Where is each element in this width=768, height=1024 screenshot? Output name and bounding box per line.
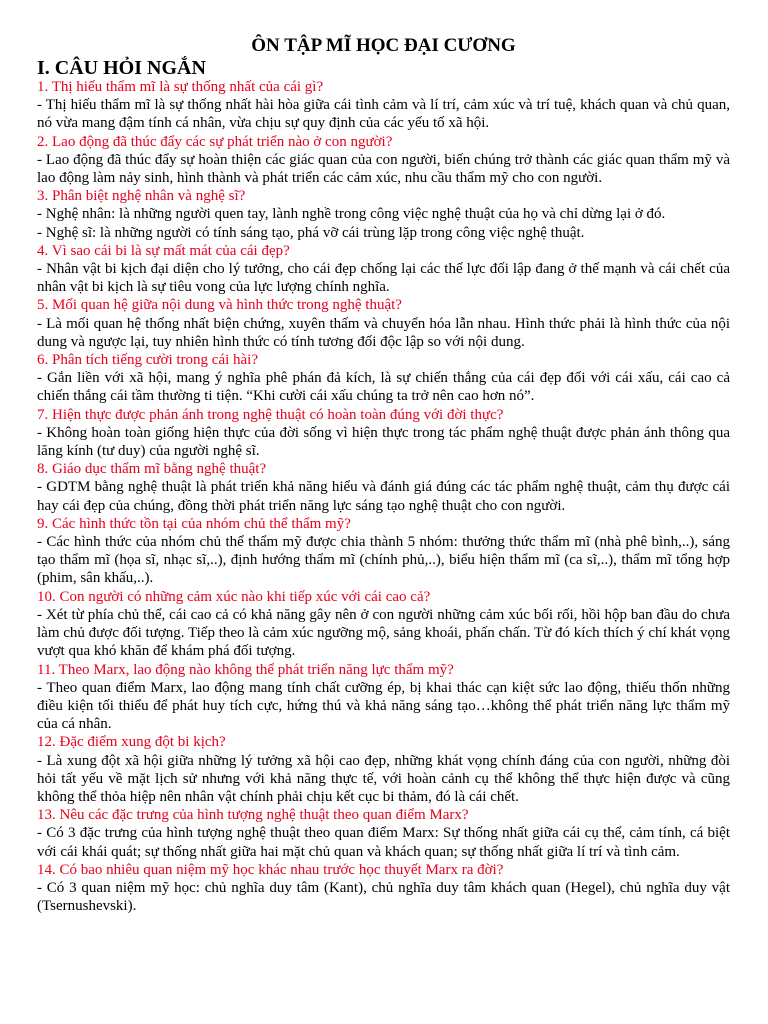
document-title: ÔN TẬP MĨ HỌC ĐẠI CƯƠNG: [251, 35, 516, 56]
answer-text: - Theo quan điểm Marx, lao động mang tính chất cưỡng ép, bị khai thác cạn kiệt sức lao động, thiếu thốn những điều kiện tối thiểu để phát huy tích cực, hứng thú và khả năng sáng tạo…không thể phát triển năng lực thẩm mỹ của cá nhân.: [37, 679, 730, 733]
answer-text: - Các hình thức của nhóm chủ thể thẩm mỹ được chia thành 5 nhóm: thưởng thức thẩm mĩ (nhà phê bình,..), sáng tạo thẩm mĩ (họa sĩ, nhạc sĩ,..), định hướng thẩm mĩ (chính phủ,..), biểu hiện thẩm mĩ (ca sĩ,..), thẩm mĩ tổng hợp (phim, sân khấu,..).: [37, 534, 730, 587]
question-text: 4. Vì sao cái bi là sự mất mát của cái đẹp?: [37, 242, 290, 259]
answer-text: - Thị hiếu thẩm mĩ là sự thống nhất hài hòa giữa cái tình cảm và lí trí, cảm xúc và trí tuệ, khách quan và chủ quan, nó vừa mang đậm tính cá nhân, vừa chịu sự quy định của các yếu tố xã hội.: [37, 97, 730, 132]
answer-text: - Là xung đột xã hội giữa những lý tưởng xã hội cao đẹp, những khát vọng chính đáng của con người, những đòi hỏi tất yếu về mặt lịch sử nhưng với khả năng thực tế, với hoàn cảnh cụ thể không thể thực hiện được và cũng không thể thỏa hiệp nên nhân vật chính phải chịu kết cục bi thảm, đó là cái chết.: [37, 752, 730, 805]
question-text: 2. Lao động đã thúc đẩy các sự phát triển nào ở con người?: [37, 133, 393, 150]
question-text: 3. Phân biệt nghệ nhân và nghệ sĩ?: [37, 188, 246, 205]
answer-text: - GDTM bằng nghệ thuật là phát triển khả năng hiểu và đánh giá đúng các tác phẩm nghệ thuật, cảm thụ được cái hay cái đẹp của chúng, đồng thời phát triển năng lực sáng tạo nghệ thuật cho con người.: [37, 479, 730, 514]
answer-text: - Không hoàn toàn giống hiện thực của đời sống vì hiện thực trong tác phẩm nghệ thuật được phản ánh thông qua lăng kính (tư duy) của người nghệ sĩ.: [37, 424, 730, 460]
qa-item: [37, 661, 730, 734]
qa-item: [37, 515, 730, 588]
qa-item: [37, 861, 730, 916]
question-text: 12. Đặc điểm xung đột bi kịch?: [37, 734, 226, 751]
qa-item: [37, 187, 730, 242]
answer-text: - Xét từ phía chủ thể, cái cao cả có khả năng gây nên ở con người những cảm xúc bối rối, hồi hộp ban đầu do chưa làm chủ được đối tượng. Tiếp theo là cảm xúc ngưỡng mộ, sảng khoái, phấn chấn. Từ đó kích thích ý chí khát vọng vượt qua khó khăn để khám phá đối tượng.: [37, 606, 731, 660]
question-text: 7. Hiện thực được phản ánh trong nghệ thuật có hoàn toàn đúng với đời thực?: [37, 406, 504, 423]
question-text: 6. Phân tích tiếng cười trong cái hài?: [37, 352, 259, 369]
answer-text: - Có 3 đặc trưng của hình tượng nghệ thuật theo quan điểm Marx: Sự thống nhất giữa cái cụ thể, cảm tính, cá biệt với cái khái quát; sự thống nhất giữa hai mặt chủ quan và khách quan; sự thống nhất giữa lí trí và tình cảm.: [37, 825, 730, 860]
answer-text: - Nghệ nhân: là những người quen tay, lành nghề trong công việc nghệ thuật của họ và chỉ dừng lại ở đó.: [37, 206, 666, 223]
qa-item: [37, 78, 730, 133]
qa-item: [37, 733, 730, 806]
question-text: 8. Giáo dục thẩm mĩ bằng nghệ thuật?: [37, 461, 267, 478]
answer-text: - Có 3 quan niệm mỹ học: chủ nghĩa duy tâm (Kant), chủ nghĩa duy tâm khách quan (Hegel), chủ nghĩa duy vật (Tsernushevski).: [37, 879, 730, 915]
question-text: 10. Con người có những cảm xúc nào khi tiếp xúc với cái cao cả?: [37, 588, 431, 605]
qa-item: [37, 406, 730, 461]
question-text: 13. Nêu các đặc trưng của hình tượng nghệ thuật theo quan điểm Marx?: [37, 807, 469, 824]
answer-text: - Nhân vật bi kịch đại diện cho lý tưởng, cho cái đẹp chống lại các thế lực đối lập đang ở thế mạnh và cái chết của nhân vật bi kịch là sự tiêu vong của lực lượng chính nghĩa.: [37, 261, 730, 296]
answer-text: - Gắn liền với xã hội, mang ý nghĩa phê phán đả kích, là sự chiến thắng của cái đẹp đối với cái xấu, cái cao cả chiến thắng cái tầm thường ti tiện. “Khi cười cái xấu chúng ta trở nên cao hơn nó”.: [37, 370, 730, 405]
answer-text: - Nghệ sĩ: là những người có tính sáng tạo, phá vỡ cái trùng lặp trong công việc nghệ thuật.: [37, 224, 585, 241]
question-text: 5. Mối quan hệ giữa nội dung và hình thức trong nghệ thuật?: [37, 297, 402, 314]
question-text: 9. Các hình thức tồn tại của nhóm chủ thể thẩm mỹ?: [37, 515, 351, 532]
qa-item: [37, 588, 730, 661]
question-text: 1. Thị hiếu thẩm mĩ là sự thống nhất của cái gì?: [37, 79, 324, 95]
qa-item: [37, 296, 730, 351]
section-title: I. CÂU HỎI NGẮN: [37, 57, 206, 79]
question-text: 11. Theo Marx, lao động nào không thể phát triển năng lực thẩm mỹ?: [37, 661, 454, 678]
qa-item: [37, 806, 730, 861]
answer-text: - Là mối quan hệ thống nhất biện chứng, xuyên thấm và chuyển hóa lẫn nhau. Hình thức phải là hình thức của nội dung và ngược lại, tuy nhiên hình thức có tính tương đối độc lập so với nội dung.: [37, 315, 730, 350]
question-list: [37, 78, 730, 915]
qa-item: [37, 242, 730, 297]
qa-item: [37, 133, 730, 188]
question-text: 14. Có bao nhiêu quan niệm mỹ học khác nhau trước học thuyết Marx ra đời?: [37, 861, 504, 878]
qa-item: [37, 351, 730, 406]
answer-text: - Lao động đã thúc đẩy sự hoàn thiện các giác quan của con người, biến chúng trở thành các giác quan thẩm mỹ và lao động làm nảy sinh, hình thành và phát triển các cảm xúc, nhu cầu thẩm mỹ cho con người.: [37, 151, 730, 187]
qa-item: [37, 460, 730, 515]
